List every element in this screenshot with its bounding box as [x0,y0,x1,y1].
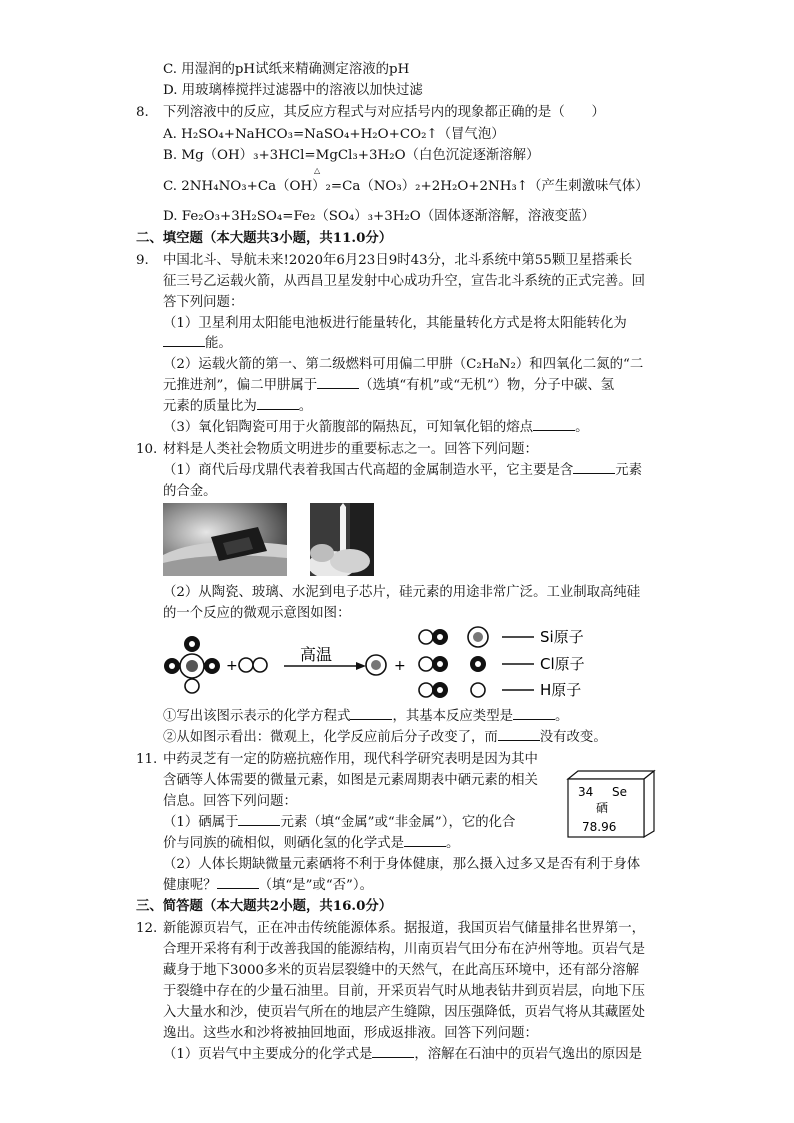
q11-line-2: 含硒等人体需要的微量元素，如图是元素周期表中硒元素的相关 [163,773,538,788]
atomic-mass: 78.96 [582,820,617,834]
q9-part-1: （1）卫星利用太阳能电池板进行能量转化，其能量转化方式是将太阳能转化为 [163,316,627,331]
earth-satellite-photo [163,503,287,576]
reaction-diagram-svg [160,624,620,704]
q10-part-1: （1）商代后母戊鼎代表着我国古代高超的金属制造水平，它主要是含 元素 [163,463,643,478]
q11-line-3: 信息。回答下列问题： [163,794,297,809]
product-si-atom [366,655,386,675]
q12-part-1: （1）页岩气中主要成分的化学式是 ，溶解在石油中的页岩气逸出的原因是 [163,1047,643,1062]
plus-sign-2: + [394,658,406,674]
atomic-number: 34 [578,785,594,799]
q11-part-2-line-2: 健康呢？ （填“是”或“否”）。 [163,878,373,893]
rocket-launch-photo [310,503,374,576]
selenium-element-tile [566,769,656,839]
legend-h-swatch [471,683,485,697]
legend-cl-label: Cl原子 [540,655,585,673]
q9-line-2: 征三号乙运载火箭，从西昌卫星发射中心成功升空，宣告北斗系统的正式完善。回 [163,274,646,289]
q11-part-1: （1）硒属于 元素（填“金属”或“非金属”），它的化合 [163,815,516,830]
q10-part-2: （2）从陶瓷、玻璃、水泥到电子芯片，硅元素的用途非常广泛。工业制取高纯硅 [163,585,641,600]
section-3-heading: 三、简答题（本大题共2小题，共16.0分） [136,898,393,914]
q10-sub-2: ②从如图示看出：微观上，化学反应前后分子改变了，而 没有改变。 [163,730,607,745]
legend-si-label: Si原子 [540,628,584,646]
q11-part-2: （2）人体长期缺微量元素硒将不利于身体健康，那么摄入过多又是否有利于身体 [163,857,641,872]
q9-part-1-end: 能。 [163,334,232,353]
answer-blank[interactable] [513,707,555,720]
q8-stem: 下列溶液中的反应，其反应方程式与对应括号内的现象都正确的是（ ） [163,105,605,120]
q11-part-1-line-2: 价与同族的硫相似，则硒化氢的化学式是 。 [163,836,460,851]
q10-part-1-end: 的合金。 [163,484,217,499]
q8-option-d: D. Fe₂O₃+3H₂SO₄=Fe₂（SO₄）₃+3H₂O（固体逐渐溶解，溶液变蓝） [163,209,595,224]
answer-blank[interactable] [498,728,540,741]
q12-line-6: 逸出。这些水和沙将被抽回地面，形成返排液。回答下列问题： [163,1026,538,1041]
q8-heat-mark: △ [314,166,321,175]
answer-blank[interactable] [163,334,205,347]
q8-option-c: C. 2NH₄NO₃+Ca（OH）₂=Ca（NO₃）₂+2H₂O+2NH₃↑（产生刺激味气体） [163,179,649,194]
q12-line-3: 藏身于地下3000多米的页岩层裂缝中的天然气，在此高压环境中，还有部分溶解 [163,963,639,978]
q12-number: 12. [136,921,158,936]
legend-h-label: H原子 [540,681,582,699]
q9-part-2-line-3: 元素的质量比为 。 [163,399,313,414]
answer-blank[interactable] [217,876,259,889]
answer-blank[interactable] [257,397,299,410]
q9-part-2-line-2: 元推进剂”，偏二甲肼属于 （选填“有机”或“无机”）物，分子中碳、氢 [163,378,615,393]
q7-option-c: C. 用湿润的pH试纸来精确测定溶液的pH [163,62,410,77]
q12-line-2: 合理开采将有利于改善我国的能源结构，川南页岩气田分布在泸州等地。页岩气是 [163,942,646,957]
q9-line-1: 中国北斗、导航未来!2020年6月23日9时43分，北斗系统中第55颗卫星搭乘长 [163,253,633,268]
q8-number: 8. [136,105,149,120]
answer-blank[interactable] [533,418,575,431]
q9-number: 9. [136,253,149,268]
element-symbol: Se [612,785,627,799]
q12-line-5: 入大量水和沙，使页岩气所在的地层产生缝隙，因压强降低，页岩气将从其藏匿处 [163,1005,646,1020]
q11-line-1: 中药灵芝有一定的防癌抗癌作用，现代科学研究表明是因为其中 [163,752,538,767]
reaction-micro-diagram [160,624,620,704]
q8-option-b: B. Mg（OH）₃+3HCl=MgCl₃+3H₂O（白色沉淀逐渐溶解） [163,148,540,163]
reactant-molecule-1 [164,636,220,693]
reactant-molecule-2 [239,658,267,672]
answer-blank[interactable] [350,707,392,720]
q11-number: 11. [136,752,158,767]
section-2-heading: 二、填空题（本大题共3小题，共11.0分） [136,230,393,246]
element-name: 硒 [596,801,609,815]
answer-blank[interactable] [404,834,446,847]
q9-part-2: （2）运载火箭的第一、第二级燃料可用偏二甲肼（C₂H₈N₂）和四氧化二氮的“二 [163,357,644,372]
plus-sign-1: + [226,658,238,674]
q9-line-3: 答下列问题： [163,295,244,310]
q9-part-3: （3）氧化铝陶瓷可用于火箭腹部的隔热瓦，可知氧化铝的熔点 。 [163,420,589,435]
arrow-label: 高温 [300,645,333,664]
product-molecules [419,629,448,698]
q8-option-a: A. H₂SO₄+NaHCO₃=NaSO₄+H₂O+CO₂↑（冒气泡） [163,127,505,142]
answer-blank[interactable] [372,1045,414,1058]
q12-line-4: 于裂缝中存在的少量石油里。目前，开采页岩气时从地表钻井到页岩层，向地下压 [163,984,646,999]
q12-line-1: 新能源页岩气，正在冲击传统能源体系。据报道，我国页岩气储量排名世界第一， [163,921,646,936]
q10-number: 10. [136,442,158,457]
q10-part-2-line-2: 的一个反应的微观示意图如图： [163,606,351,621]
q7-option-d: D. 用玻璃棒搅拌过滤器中的溶液以加快过滤 [163,83,423,98]
q10-sub-1: ①写出该图示表示的化学方程式 ，其基本反应类型是 。 [163,709,569,724]
answer-blank[interactable] [317,376,359,389]
answer-blank[interactable] [238,813,280,826]
arrow-head [356,662,366,670]
q10-line-1: 材料是人类社会物质文明进步的重要标志之一。回答下列问题： [163,442,538,457]
answer-blank[interactable] [573,461,615,474]
legend [468,627,585,699]
